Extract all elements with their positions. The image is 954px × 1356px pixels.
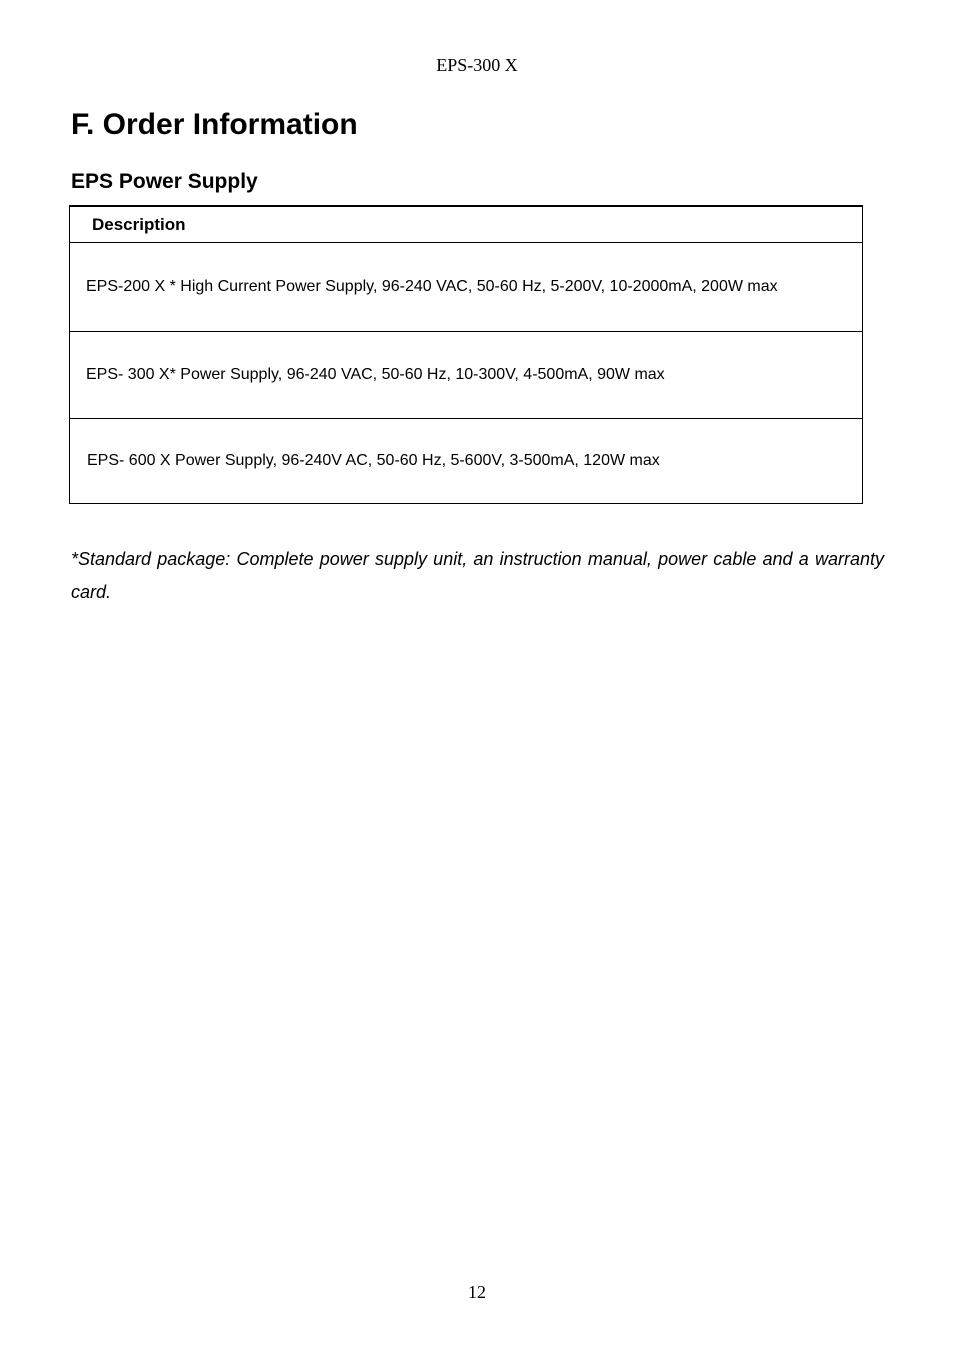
table-header-row [70,206,863,243]
table-row [70,243,863,332]
order-table [69,205,863,504]
table-cell-description: EPS- 600 X Power Supply, 96-240V AC, 50-60 Hz, 5-600V, 3-500mA, 120W max [70,419,863,504]
section-title: F. Order Information [71,108,358,141]
page-number: 12 [468,1282,486,1302]
running-header: EPS-300 X [436,55,518,75]
column-header-description: Description [70,206,863,243]
table-row [70,332,863,419]
table-cell-description: EPS- 300 X* Power Supply, 96-240 VAC, 50-60 Hz, 10-300V, 4-500mA, 90W max [70,332,863,419]
subsection-title: EPS Power Supply [71,170,258,193]
table-row [70,419,863,504]
table-cell-description: EPS-200 X * High Current Power Supply, 96-240 VAC, 50-60 Hz, 5-200V, 10-2000mA, 200W max [70,243,863,332]
standard-package-note: *Standard package: Complete power supply unit, an instruction manual, power cable and a warranty card. [71,549,884,602]
